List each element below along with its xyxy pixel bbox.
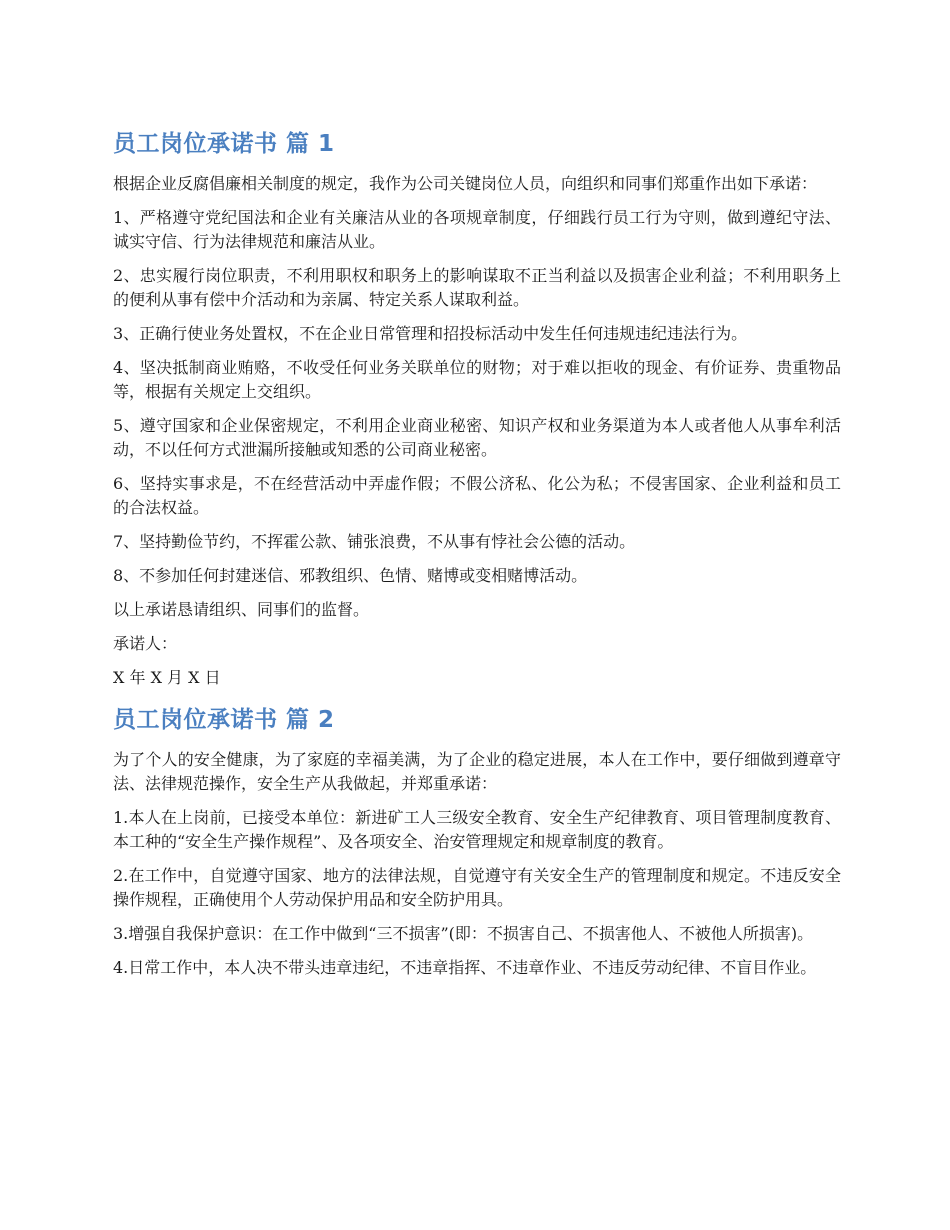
section-1-item-1: 1、严格遵守党纪国法和企业有关廉洁从业的各项规章制度，仔细践行员工行为守则，做到遵纪守法、诚实守信、行为法律规范和廉洁从业。	[113, 208, 841, 251]
section-1-item-2: 2、忠实履行岗位职责，不利用职权和职务上的影响谋取不正当利益以及损害企业利益；不利用职务上的便利从事有偿中介活动和为亲属、特定关系人谋取利益。	[113, 266, 841, 309]
section-1-date: X 年 X 月 X 日	[113, 668, 221, 687]
section-2-item-3: 3.增强自我保护意识：在工作中做到“三不损害”(即：不损害自己、不损害他人、不被他人所损害)。	[113, 924, 814, 943]
section-1-closing: 以上承诺恳请组织、同事们的监督。	[113, 600, 370, 619]
section-1-item-6: 6、坚持实事求是，不在经营活动中弄虚作假；不假公济私、化公为私；不侵害国家、企业利益和员工的合法权益。	[113, 474, 841, 517]
section-1-item-3: 3、正确行使业务处置权，不在企业日常管理和招投标活动中发生任何违规违纪违法行为。	[113, 324, 748, 343]
section-1-intro: 根据企业反腐倡廉相关制度的规定，我作为公司关键岗位人员，向组织和同事们郑重作出如下承诺：	[113, 174, 818, 193]
section-1-title: 员工岗位承诺书 篇 1	[113, 131, 335, 157]
section-1-item-8: 8、不参加任何封建迷信、邪教组织、色情、赌博或变相赌博活动。	[113, 566, 588, 585]
document-page	[113, 128, 841, 990]
section-2-item-4: 4.日常工作中，本人决不带头违章违纪，不违章指挥、不违章作业、不违反劳动纪律、不盲目作业。	[113, 958, 817, 977]
section-1-item-4: 4、坚决抵制商业贿赂，不收受任何业务关联单位的财物；对于难以拒收的现金、有价证券、贵重物品等，根据有关规定上交组织。	[113, 358, 841, 401]
section-1-signer-label: 承诺人：	[113, 634, 178, 653]
section-1-item-7: 7、坚持勤俭节约，不挥霍公款、铺张浪费，不从事有悖社会公德的活动。	[113, 532, 636, 551]
section-1-item-5: 5、遵守国家和企业保密规定，不利用企业商业秘密、知识产权和业务渠道为本人或者他人从事牟利活动，不以任何方式泄漏所接触或知悉的公司商业秘密。	[113, 416, 841, 459]
section-2-intro: 为了个人的安全健康，为了家庭的幸福美满，为了企业的稳定进展，本人在工作中，要仔细做到遵章守法、法律规范操作，安全生产从我做起，并郑重承诺：	[113, 750, 841, 793]
section-2-title: 员工岗位承诺书 篇 2	[113, 707, 335, 733]
section-2-item-2: 2.在工作中，自觉遵守国家、地方的法律法规，自觉遵守有关安全生产的管理制度和规定。不违反安全操作规程，正确使用个人劳动保护用品和安全防护用具。	[113, 866, 841, 909]
section-2-item-1: 1.本人在上岗前，已接受本单位：新进矿工人三级安全教育、安全生产纪律教育、项目管理制度教育、本工种的“安全生产操作规程”、及各项安全、治安管理规定和规章制度的教育。	[113, 808, 841, 851]
